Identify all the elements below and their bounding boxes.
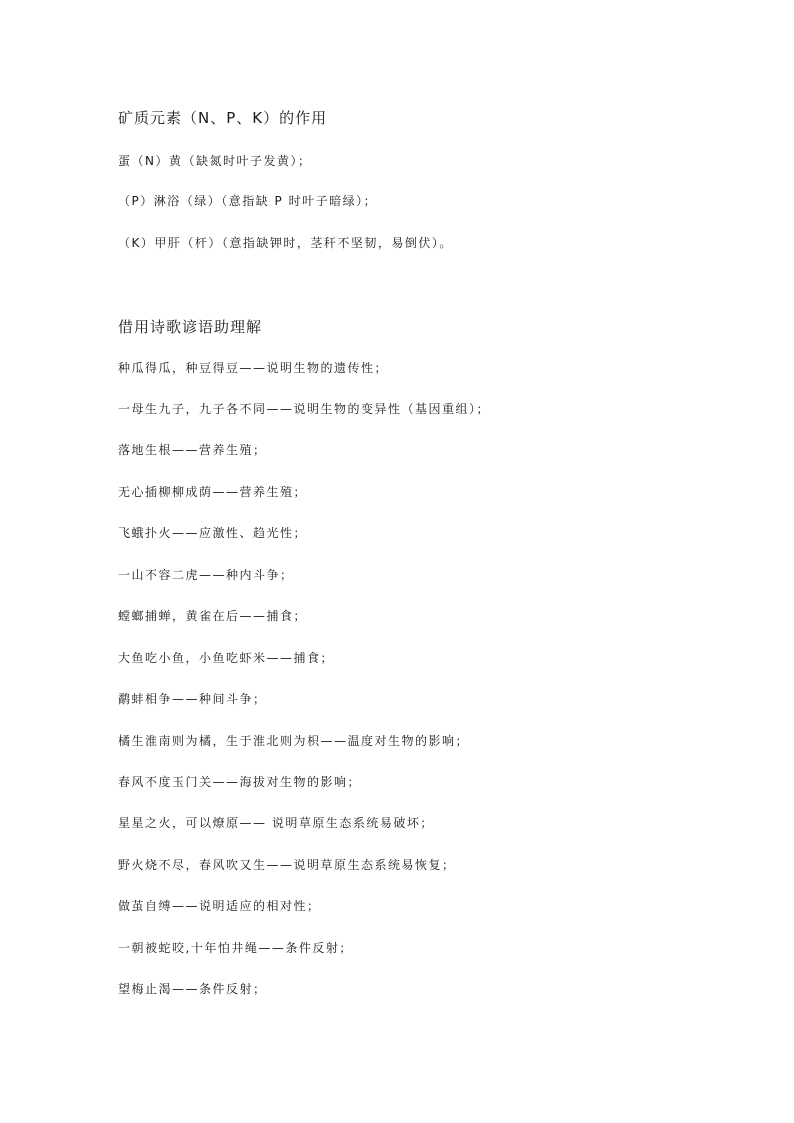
proverb-line: 无心插柳柳成荫——营养生殖；	[118, 485, 308, 499]
proverb-line: 一母生九子，九子各不同——说明生物的变异性（基因重组）；	[118, 402, 491, 416]
proverb-line: 飞蛾扑火——应激性、趋光性；	[118, 526, 308, 540]
proverb-line: 一山不容二虎——种内斗争；	[118, 568, 294, 582]
proverb-line: 做茧自缚——说明适应的相对性；	[118, 899, 321, 913]
proverb-line: 一朝被蛇咬,十年怕井绳——条件反射；	[118, 941, 353, 955]
mineral-line-n: 蛋（N）黄（缺氮时叶子发黄）；	[118, 154, 312, 168]
proverb-line: 大鱼吃小鱼，小鱼吃虾米——捕食；	[118, 651, 335, 665]
section-heading-proverbs: 借用诗歌谚语助理解	[118, 318, 263, 336]
proverb-line: 春风不度玉门关——海拔对生物的影响；	[118, 775, 362, 789]
mineral-line-p: （P）淋浴（绿）（意指缺 P 时叶子暗绿）；	[118, 194, 378, 208]
proverb-line: 星星之火，可以燎原—— 说明草原生态系统易破坏；	[118, 816, 434, 830]
mineral-line-k: （K）甲肝（杆）（意指缺钾时，茎秆不坚韧，易倒伏）。	[118, 236, 453, 250]
proverb-line: 野火烧不尽，春风吹又生——说明草原生态系统易恢复；	[118, 858, 456, 872]
proverb-line: 鹬蚌相争——种间斗争；	[118, 692, 267, 706]
proverb-line: 落地生根——营养生殖；	[118, 443, 267, 457]
proverb-line: 螳螂捕蝉，黄雀在后——捕食；	[118, 609, 308, 623]
proverb-line: 种瓜得瓜，种豆得豆——说明生物的遗传性；	[118, 361, 389, 375]
proverb-line: 橘生淮南则为橘，生于淮北则为枳——温度对生物的影响；	[118, 734, 470, 748]
section-heading-minerals: 矿质元素（N、P、K）的作用	[118, 109, 328, 127]
proverb-line: 望梅止渴——条件反射；	[118, 982, 267, 996]
